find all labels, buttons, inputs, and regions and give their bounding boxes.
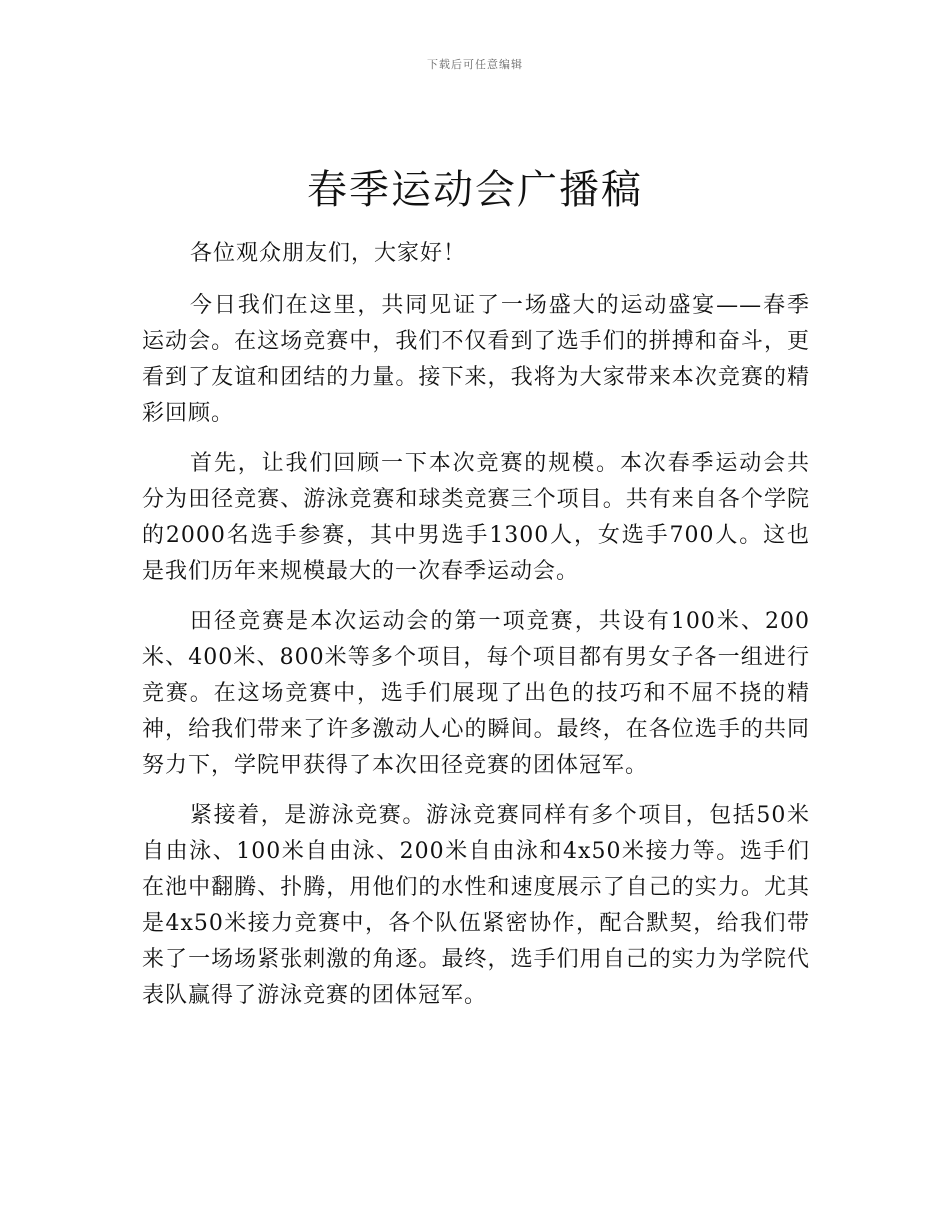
document-title: 春季运动会广播稿 xyxy=(307,167,643,213)
header-note: 下载后可任意编辑 xyxy=(427,58,523,71)
paragraph-track-field: 田径竞赛是本次运动会的第一项竞赛，共设有100米、200米、400米、800米等多个项目，每个项目都有男女子各一组进行竞赛。在这场竞赛中，选手们展现了出色的技巧和不屈不挠的精神，给我们带来了许多激动人心的瞬间。最终，在各位选手的共同努力下，学院甲获得了本次田径竞赛的团体冠军。 xyxy=(142,609,810,778)
document-body xyxy=(142,236,810,1028)
paragraph-greeting: 各位观众朋友们，大家好！ xyxy=(190,241,467,266)
paragraph-intro: 今日我们在这里，共同见证了一场盛大的运动盛宴——春季运动会。在这场竞赛中，我们不仅看到了选手们的拼搏和奋斗，更看到了友谊和团结的力量。接下来，我将为大家带来本次竞赛的精彩回顾。 xyxy=(142,293,810,426)
paragraph-scale: 首先，让我们回顾一下本次竞赛的规模。本次春季运动会共分为田径竞赛、游泳竞赛和球类竞赛三个项目。共有来自各个学院的2000名选手参赛，其中男选手1300人，女选手700人。这也是我们历年来规模最大的一次春季运动会。 xyxy=(142,451,810,584)
paragraph-swimming: 紧接着，是游泳竞赛。游泳竞赛同样有多个项目，包括50米自由泳、100米自由泳、200米自由泳和4x50米接力等。选手们在池中翻腾、扑腾，用他们的水性和速度展示了自己的实力。尤其是4x50米接力竞赛中，各个队伍紧密协作，配合默契，给我们带来了一场场紧张刺激的角逐。最终，选手们用自己的实力为学院代表队赢得了游泳竞赛的团体冠军。 xyxy=(142,803,810,1008)
